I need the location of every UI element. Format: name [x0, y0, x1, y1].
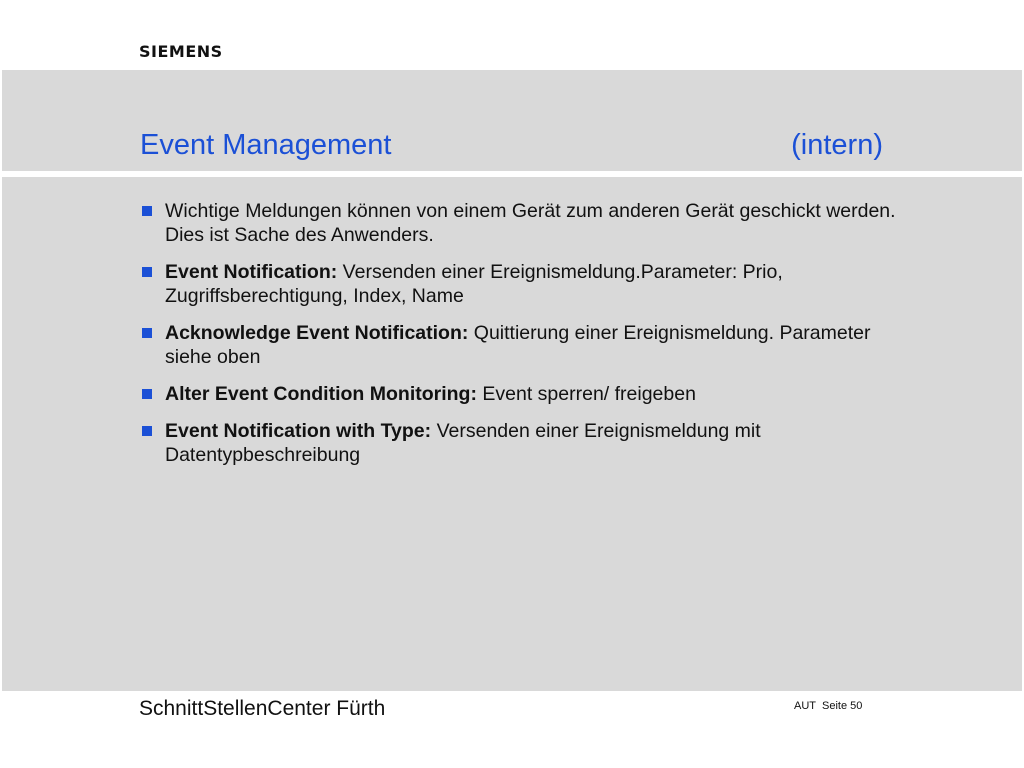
square-bullet-icon — [142, 206, 152, 216]
square-bullet-icon — [142, 426, 152, 436]
bullet-term: Acknowledge Event Notification: — [165, 322, 469, 344]
square-bullet-icon — [142, 328, 152, 338]
bullet-term: Event Notification: — [165, 261, 338, 283]
slide-title: Event Management — [140, 129, 392, 161]
slide-tag: (intern) — [791, 129, 883, 161]
bullet-text: Quittierung einer Ereignismeldung. Parameter siehe oben — [165, 322, 871, 368]
siemens-logo: SIEMENS — [139, 42, 223, 61]
page-number: Seite 50 — [822, 700, 863, 712]
footer-department: AUT — [794, 700, 816, 712]
bullet-list — [140, 199, 910, 480]
bullet-term: Event Notification with Type: — [165, 420, 432, 442]
bullet-item — [140, 419, 910, 467]
bullet-item — [140, 321, 910, 369]
bullet-term: Alter Event Condition Monitoring: — [165, 383, 477, 405]
square-bullet-icon — [142, 389, 152, 399]
bullet-item — [140, 382, 910, 406]
square-bullet-icon — [142, 267, 152, 277]
bullet-text: Wichtige Meldungen können von einem Gerät zum anderen Gerät geschickt werden. Dies ist Sache des Anwenders. — [165, 200, 896, 246]
bullet-text: Versenden einer Ereignismeldung.Parameter: Prio, Zugriffsberechtigung, Index, Name — [165, 261, 783, 307]
bullet-item — [140, 199, 910, 247]
footer-page-info — [794, 700, 862, 712]
bullet-text: Event sperren/ freigeben — [476, 383, 696, 405]
footer-organization: SchnittStellenCenter Fürth — [139, 697, 386, 720]
bullet-text: Versenden einer Ereignismeldung mit Datentypbeschreibung — [165, 420, 761, 466]
bullet-item — [140, 260, 910, 308]
